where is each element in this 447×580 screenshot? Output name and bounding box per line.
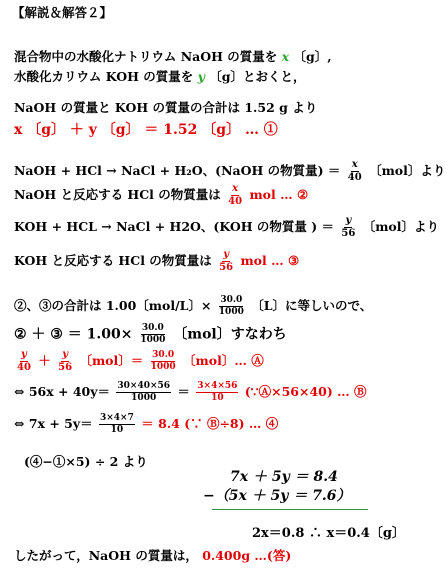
frac-denominator: 40 xyxy=(17,362,31,373)
answer-text: したがって，NaOH の質量は， xyxy=(14,548,198,563)
frac-numerator: y xyxy=(62,349,69,360)
frac-denominator: 1000 xyxy=(140,335,166,345)
step-4-line xyxy=(14,414,278,435)
frac-denominator: 56 xyxy=(341,228,356,239)
intro-line-1 xyxy=(14,50,332,64)
eqA-mid: 〔mol〕＝ xyxy=(79,353,144,368)
step4-pre: ⇔ 7x + 5y＝ xyxy=(14,416,93,431)
plus-sign: ＋ xyxy=(38,353,51,368)
intro-l2-unit: 〔g〕とおくと， xyxy=(209,69,306,84)
frac-denominator: 1000 xyxy=(131,393,157,403)
frac-numerator: y xyxy=(223,249,230,260)
equation-1: x 〔g〕 ＋ y 〔g〕 ＝ 1.52 〔g〕 … ① xyxy=(14,122,278,138)
intro-l2-text: 水酸化カリウム KOH の質量を xyxy=(14,69,194,84)
naoh-moles-fraction xyxy=(347,160,363,183)
naoh-eq-post: 〔mol〕より xyxy=(369,163,446,178)
frac-numerator: 30.0 xyxy=(220,295,243,305)
subtraction-rule xyxy=(212,509,368,510)
eq2-fraction xyxy=(227,184,243,207)
intro-l1-text: 混合物中の水酸化ナトリウム NaOH の質量を xyxy=(14,49,278,64)
frac-y-56 xyxy=(57,350,73,373)
step-B-line xyxy=(14,382,367,403)
eq3-fraction xyxy=(218,250,234,273)
stepB-pre: ⇔ 56x + 40y＝ xyxy=(14,384,111,399)
frac-y-40 xyxy=(16,350,32,373)
koh-reaction-line xyxy=(14,216,439,239)
frac-denominator: 10 xyxy=(110,425,124,435)
equation-2-label: mol … ② xyxy=(249,187,309,202)
intro-line-2 xyxy=(14,70,306,84)
koh-eq-post: 〔mol〕より xyxy=(362,219,439,234)
equals-sign: ＝ xyxy=(177,384,190,399)
frac-denominator: 1000 xyxy=(150,362,176,372)
frac-denominator: 10 xyxy=(211,393,224,403)
result-x: 2x＝0.8 ∴ x＝0.4〔g〕 xyxy=(252,526,405,541)
answer-value: 0.400g …(答) xyxy=(202,548,292,563)
stepB-fraction-1 xyxy=(116,382,171,403)
equation-3-label: mol … ③ xyxy=(240,253,300,268)
frac-numerator: x xyxy=(232,183,239,194)
elimination-label: (④−①×5) ÷ 2 より xyxy=(24,454,148,469)
answer-line xyxy=(14,549,291,563)
stepB-fraction-2 xyxy=(196,382,238,403)
naoh-eq-text: NaOH + HCl → NaCl + H₂O、(NaOH の物質量) ＝ xyxy=(14,163,341,178)
koh-eq-text: KOH + HCL → NaCl + H2O、(KOH の物質量 ) ＝ xyxy=(14,219,335,234)
total-l2-post: 〔mol〕すなわち xyxy=(173,326,287,343)
frac-numerator: 3×4×56 xyxy=(197,381,238,391)
frac-numerator: 30.0 xyxy=(152,350,175,360)
naoh-hcl-line xyxy=(14,184,308,207)
frac-numerator: 30.0 xyxy=(141,323,164,333)
frac-denominator: 56 xyxy=(58,362,73,373)
frac-numerator: y xyxy=(345,215,352,226)
naoh-react-text: NaOH と反応する HCl の物質量は xyxy=(14,187,221,202)
elimination-row-1: 7x ＋ 5y ＝ 8.4 xyxy=(230,469,338,485)
var-x: x xyxy=(281,49,290,64)
total-line-2 xyxy=(14,324,287,345)
total-l2-text: ② ＋ ③ ＝ 1.00× xyxy=(14,326,133,343)
step4-value: ＝ 8.4 xyxy=(141,416,180,431)
frac-numerator: x xyxy=(351,159,358,170)
frac-denominator: 1000 xyxy=(218,307,244,317)
eqA-post: 〔mol〕… Ⓐ xyxy=(183,353,264,368)
frac-30-1000 xyxy=(150,351,177,372)
intro-l1-unit: 〔g〕, xyxy=(293,49,332,64)
koh-moles-fraction xyxy=(340,216,356,239)
step4-fraction xyxy=(99,414,135,435)
koh-hcl-line xyxy=(14,250,299,273)
frac-numerator: 3×4×7 xyxy=(99,413,134,423)
frac-denominator: 56 xyxy=(219,262,234,273)
sum-text: NaOH の質量と KOH の質量の合計は 1.52 g より xyxy=(14,100,318,115)
frac-numerator: y xyxy=(21,349,27,360)
stepB-post: (∵Ⓐ×56×40) … Ⓑ xyxy=(244,384,367,399)
frac-denominator: 40 xyxy=(228,196,243,207)
var-y: y xyxy=(197,69,205,84)
koh-react-text: KOH と反応する HCl の物質量は xyxy=(14,253,212,268)
moles-fraction xyxy=(139,324,166,345)
frac-numerator: 30×40×56 xyxy=(117,381,171,391)
equation-A xyxy=(14,350,264,373)
frac-denominator: 40 xyxy=(347,172,362,183)
volume-fraction xyxy=(218,296,245,317)
step4-post: (∵ Ⓑ÷8) … ④ xyxy=(184,416,279,431)
total-l1-text: ②、③の合計は 1.00〔mol/L〕× xyxy=(14,298,212,313)
total-line-1 xyxy=(14,296,372,317)
elimination-row-2: −（5x ＋ 5y ＝ 7.6） xyxy=(203,488,351,504)
naoh-reaction-line xyxy=(14,160,445,183)
page-heading: 【解説＆解答２】 xyxy=(12,5,113,20)
total-l1-post: 〔L〕に等しいので、 xyxy=(251,298,373,313)
